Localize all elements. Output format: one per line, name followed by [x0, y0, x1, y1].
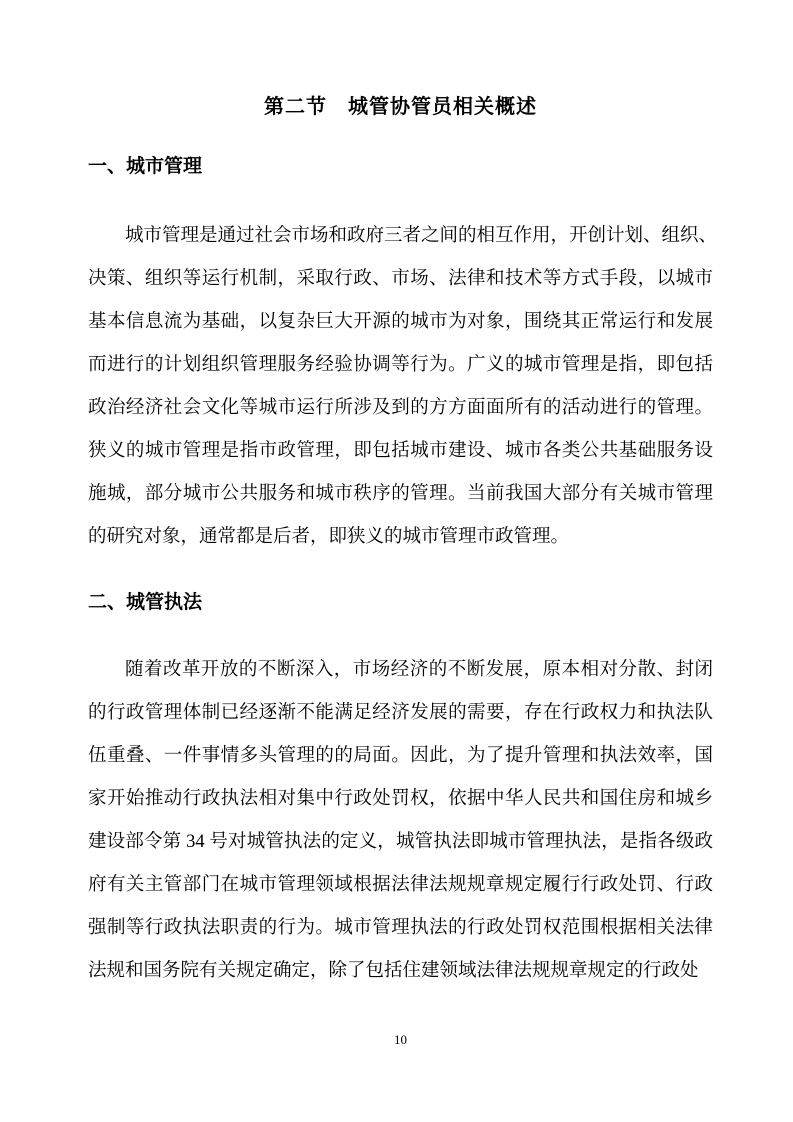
heading-chengguan-enforcement: 二、城管执法 [88, 592, 203, 613]
paragraph-line: 强制等行政执法职责的行为。城市管理执法的行政处罚权范围根据相关法律 [88, 918, 713, 938]
page-content [0, 92, 793, 1048]
paragraph-line: 的研究对象，通常都是后者，即狭义的城市管理市政管理。 [88, 527, 570, 547]
paragraph-line: 政治经济社会文化等城市运行所涉及到的方方面面所有的活动进行的管理。 [88, 398, 713, 418]
paragraph-line: 而进行的计划组织管理服务经验协调等行为。广义的城市管理是指，即包括 [88, 355, 713, 375]
page-title: 第二节 城管协管员相关概述 [264, 96, 537, 118]
heading-city-management: 一、城市管理 [88, 156, 203, 177]
paragraph-line: 建设部令第 34 号对城管执法的定义，城管执法即城市管理执法，是指各级政 [88, 832, 713, 852]
paragraph-line: 随着改革开放的不断深入，市场经济的不断发展，原本相对分散、封闭 [125, 660, 713, 680]
paragraph-line: 决策、组织等运行机制，采取行政、市场、法律和技术等方式手段，以城市 [88, 269, 713, 289]
paragraph-city-management [88, 215, 718, 559]
paragraph-line: 城市管理是通过社会市场和政府三者之间的相互作用，开创计划、组织、 [125, 226, 718, 246]
paragraph-chengguan-enforcement [88, 649, 713, 993]
paragraph-line: 法规和国务院有关规定确定，除了包括住建领域法律法规规章规定的行政处 [88, 961, 699, 981]
paragraph-line: 府有关主管部门在城市管理领域根据法律法规规章规定履行行政处罚、行政 [88, 875, 713, 895]
paragraph-line: 施城，部分城市公共服务和城市秩序的管理。当前我国大部分有关城市管理 [88, 484, 713, 504]
paragraph-line: 狭义的城市管理是指市政管理，即包括城市建设、城市各类公共基础服务设 [88, 441, 713, 461]
paragraph-line: 伍重叠、一件事情多头管理的的局面。因此，为了提升管理和执法效率，国 [88, 746, 713, 766]
paragraph-line: 基本信息流为基础，以复杂巨大开源的城市为对象，围绕其正常运行和发展 [88, 312, 713, 332]
paragraph-line: 的行政管理体制已经逐渐不能满足经济发展的需要，存在行政权力和执法队 [88, 703, 713, 723]
paragraph-line: 家开始推动行政执法相对集中行政处罚权，依据中华人民共和国住房和城乡 [88, 789, 713, 809]
page-number: 10 [394, 1032, 407, 1047]
